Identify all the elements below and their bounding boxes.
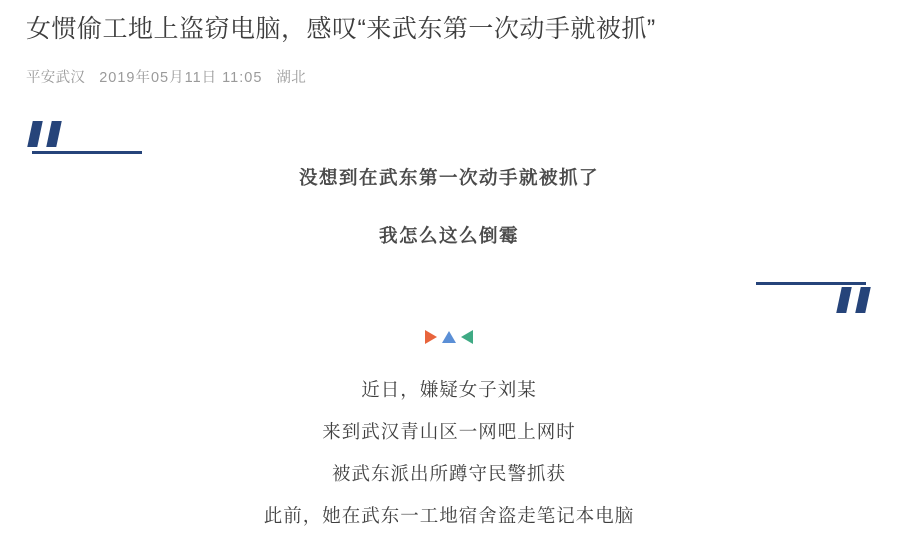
page-title: 女惯偷工地上盗窃电脑，感叹“来武东第一次动手就被抓” — [26, 15, 656, 43]
body-line: 来到武汉青山区一网吧上网时 — [322, 421, 576, 442]
triangle-left-icon — [461, 330, 473, 344]
article-page — [0, 12, 898, 526]
body-line: 近日，嫌疑女子刘某 — [361, 379, 537, 400]
pull-quote-line: 我怎么这么倒霉 — [378, 225, 519, 246]
pull-quote-block — [26, 121, 872, 321]
article-meta — [26, 66, 872, 87]
body-line: 此前，她在武东一工地宿舍盗走笔记本电脑 — [263, 505, 635, 526]
pull-quote-line: 没想到在武东第一次动手就被抓了 — [298, 167, 599, 188]
body-line: 被武东派出所蹲守民警抓获 — [331, 463, 566, 484]
quote-open-icon — [30, 121, 150, 157]
pull-quote-lines — [26, 121, 872, 251]
article-body — [26, 369, 872, 537]
meta-region: 湖北 — [276, 70, 306, 86]
triangle-right-icon — [425, 330, 437, 344]
section-divider — [26, 327, 872, 347]
triangle-up-icon — [442, 331, 456, 343]
quote-close-icon — [748, 277, 868, 317]
meta-date: 2019年05月11日 11:05 — [99, 70, 263, 86]
meta-source[interactable]: 平安武汉 — [26, 70, 86, 86]
